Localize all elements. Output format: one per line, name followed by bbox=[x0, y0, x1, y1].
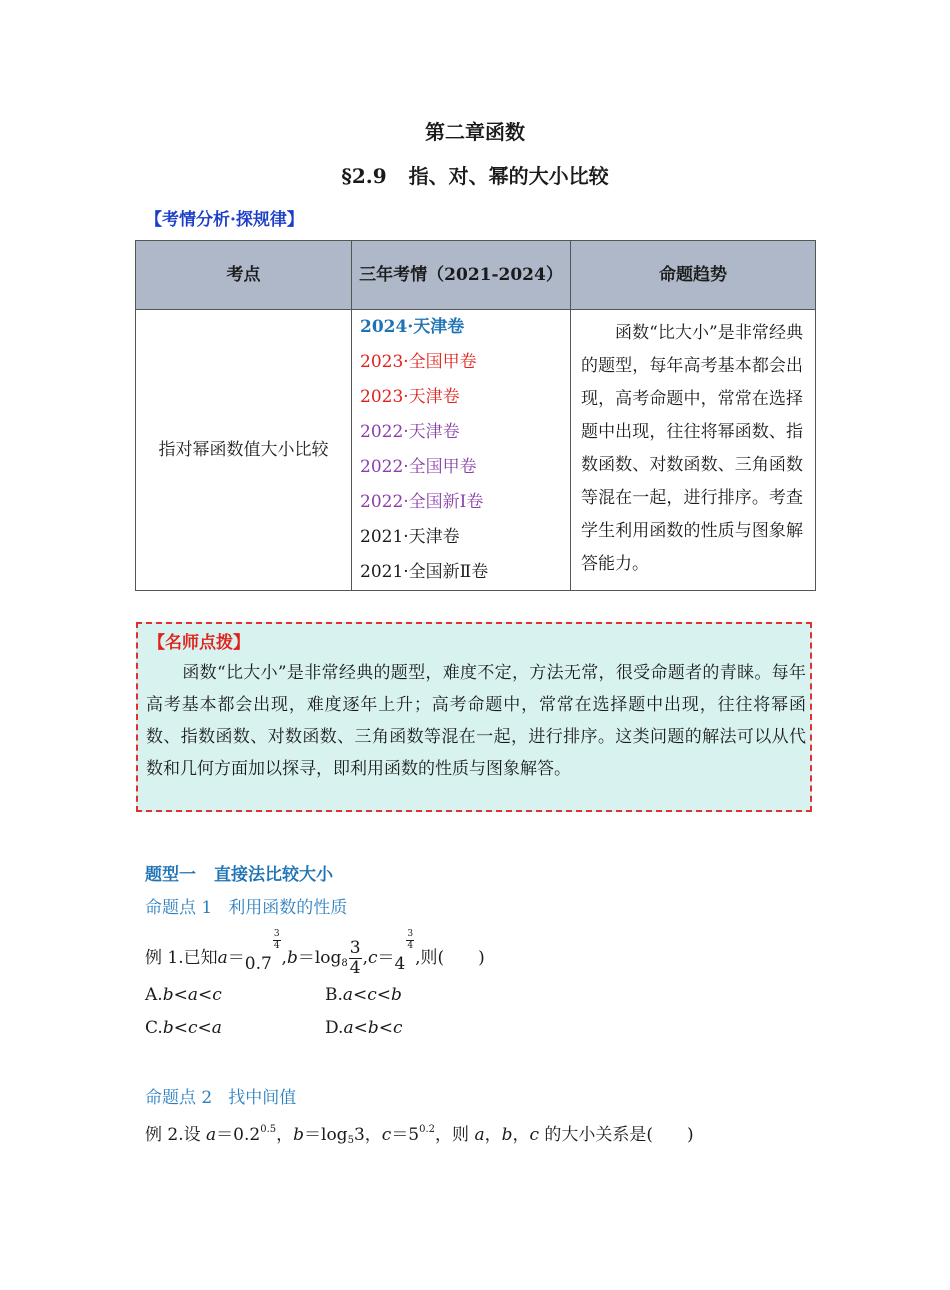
var-c: c bbox=[381, 1125, 392, 1145]
var-b: b bbox=[501, 1125, 513, 1145]
option-c[interactable] bbox=[145, 1018, 222, 1038]
tip-text: 函数“比大小”是非常经典的题型，难度不定，方法无常，很受命题者的青睐。每年高考基本都会出现，难度逐年上升；高考命题中，常常在选择题中出现，往往将幂函数、指数函数、对数函数、三角函数等混在一起，进行排序。这类问题的解法可以从代数和几何方面加以探寻，即利用函数的性质与图象解答。 bbox=[146, 663, 806, 779]
question-type-heading bbox=[145, 860, 333, 885]
option-a[interactable] bbox=[145, 985, 222, 1005]
proposition-point-1 bbox=[145, 893, 347, 918]
exam-item: 2023·全国甲卷 bbox=[360, 352, 477, 372]
analysis-heading: 【考情分析·探规律】 bbox=[145, 210, 304, 230]
separator: ， bbox=[364, 1125, 382, 1145]
var-b: b bbox=[293, 1125, 305, 1145]
exams-cell bbox=[352, 310, 571, 591]
trend-text: 函数“比大小”是非常经典的题型，每年高考基本都会出现，高考命题中，常常在选择题中出现，往往将幂函数、指数函数、对数函数、三角函数等混在一起，进行排序。考查学生利用函数的性质与图象解答能力。 bbox=[581, 323, 803, 574]
b-fraction bbox=[349, 940, 362, 977]
var-a: a bbox=[217, 948, 228, 968]
var-a: a bbox=[474, 1125, 485, 1145]
var-a: a bbox=[206, 1125, 217, 1145]
log-text: log bbox=[314, 948, 342, 968]
trend-cell bbox=[571, 310, 816, 591]
c-value: ＝5 bbox=[391, 1125, 420, 1145]
log-base: 8 bbox=[341, 958, 348, 969]
option-b[interactable] bbox=[325, 985, 402, 1005]
exam-item: 2021·全国新Ⅱ卷 bbox=[360, 562, 489, 582]
exam-analysis-table bbox=[135, 240, 816, 591]
exam-item: 2024·天津卷 bbox=[360, 317, 465, 337]
a-value: ＝0.2 bbox=[216, 1125, 261, 1145]
point-title: 利用函数的性质 bbox=[228, 898, 348, 918]
comma: , bbox=[281, 948, 287, 968]
option-label: C. bbox=[145, 1018, 163, 1038]
teacher-tip-box bbox=[136, 622, 812, 812]
section-name: 指、对、幂的大小比较 bbox=[408, 164, 609, 188]
b-log-base: 5 bbox=[347, 1135, 354, 1146]
var-c: c bbox=[529, 1125, 540, 1145]
table-header-topic: 考点 bbox=[136, 241, 352, 310]
example-suffix: ,则( ) bbox=[415, 948, 485, 968]
tip-body bbox=[146, 657, 806, 785]
equals: ＝ bbox=[227, 948, 245, 968]
table-header-trend: 命题趋势 bbox=[571, 241, 816, 310]
example-prefix: 例 2.设 bbox=[145, 1125, 207, 1145]
separator: ， bbox=[512, 1125, 530, 1145]
c-exponent bbox=[406, 930, 414, 951]
chapter-title: 第二章函数 bbox=[425, 120, 525, 144]
option-label: D. bbox=[325, 1018, 344, 1038]
proposition-point-2 bbox=[145, 1083, 296, 1108]
type-title: 直接法比较大小 bbox=[214, 865, 333, 885]
section-title bbox=[0, 160, 950, 189]
option-label: A. bbox=[145, 985, 163, 1005]
option-label: B. bbox=[325, 985, 343, 1005]
c-base: 4 bbox=[394, 954, 406, 974]
b-numerator: 3 bbox=[349, 938, 361, 958]
b-denominator: 4 bbox=[349, 958, 361, 978]
separator: ， bbox=[276, 1125, 294, 1145]
example-2 bbox=[145, 1120, 694, 1146]
example-suffix: 的大小关系是( ) bbox=[539, 1125, 694, 1145]
point-label: 命题点 2 bbox=[145, 1088, 213, 1108]
a-exponent bbox=[273, 930, 281, 951]
comma: , bbox=[362, 948, 369, 968]
example-prefix: 例 1.已知 bbox=[145, 948, 218, 968]
option-expr: a<b<c bbox=[343, 1018, 403, 1038]
var-b: b bbox=[286, 948, 298, 968]
exam-item: 2022·全国甲卷 bbox=[360, 457, 477, 477]
point-title: 找中间值 bbox=[228, 1088, 297, 1108]
equals: ＝ bbox=[297, 948, 315, 968]
example-1 bbox=[145, 929, 485, 978]
option-expr: b<c<a bbox=[162, 1018, 222, 1038]
var-c: c bbox=[368, 948, 378, 968]
table-header-exams: 三年考情（2021-2024） bbox=[352, 241, 571, 310]
b-value: ＝log bbox=[304, 1125, 348, 1145]
topic-cell: 指对幂函数值大小比较 bbox=[136, 310, 352, 591]
exp-numerator: 3 bbox=[407, 929, 414, 939]
type-label: 题型一 bbox=[145, 865, 196, 885]
equals: ＝ bbox=[377, 948, 395, 968]
tip-title: 【名师点拨】 bbox=[148, 633, 250, 653]
exam-item: 2022·天津卷 bbox=[360, 422, 460, 442]
exp-denominator: 4 bbox=[407, 941, 414, 951]
section-number: §2.9 bbox=[341, 164, 387, 188]
c-exponent: 0.2 bbox=[419, 1124, 436, 1135]
exp-denominator: 4 bbox=[273, 941, 280, 951]
option-expr: a<c<b bbox=[342, 985, 402, 1005]
mid-text: ，则 bbox=[435, 1125, 475, 1145]
a-exponent: 0.5 bbox=[260, 1124, 277, 1135]
point-label: 命题点 1 bbox=[145, 898, 213, 918]
exp-numerator: 3 bbox=[273, 929, 280, 939]
exam-item: 2021·天津卷 bbox=[360, 527, 460, 547]
option-expr: b<a<c bbox=[162, 985, 222, 1005]
a-base: 0.7 bbox=[244, 954, 272, 974]
option-d[interactable] bbox=[325, 1018, 402, 1038]
exam-item: 2023·天津卷 bbox=[360, 387, 460, 407]
b-argument: 3 bbox=[353, 1125, 365, 1145]
exam-item: 2022·全国新Ⅰ卷 bbox=[360, 492, 484, 512]
separator: ， bbox=[484, 1125, 502, 1145]
table-row bbox=[136, 310, 816, 591]
